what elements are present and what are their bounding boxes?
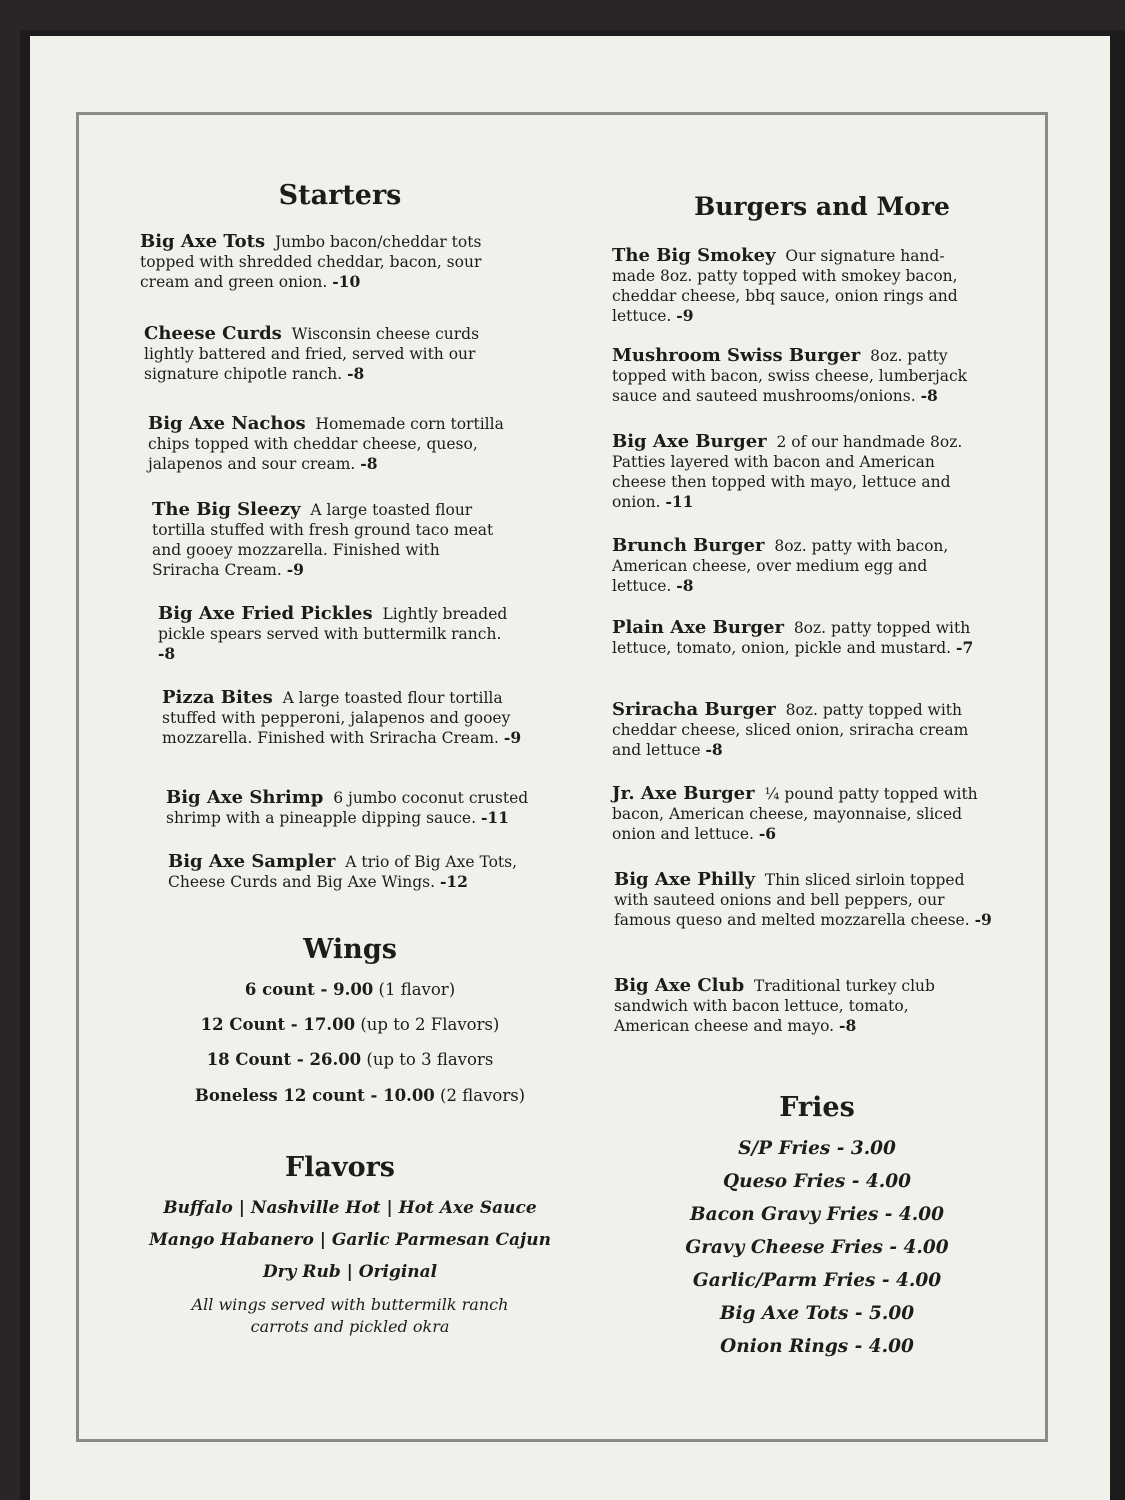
fries-item: Garlic/Parm Fries - 4.00 — [692, 1270, 942, 1291]
item-price: -8 — [839, 1016, 857, 1035]
item-name: Big Axe Shrimp — [166, 787, 324, 808]
flavors-title: Flavors — [284, 1152, 396, 1183]
item-name: Big Axe Sampler — [168, 851, 336, 872]
wing-label: 6 count - 9.00 — [244, 980, 374, 999]
item-name: Big Axe Nachos — [148, 413, 306, 434]
starters-title: Starters — [278, 180, 402, 211]
item-price: -10 — [332, 272, 361, 291]
item-name: Big Axe Burger — [612, 431, 767, 452]
item-desc: Jumbo bacon/cheddar tots topped with shredded cheddar, bacon, sour cream and green onion. — [140, 233, 482, 291]
item-desc: A large toasted flour tortilla stuffed with pepperoni, jalapenos and gooey mozzarella. Finished with Sriracha Cream. — [162, 689, 511, 747]
flavor-list-line: Dry Rub | Original — [262, 1262, 438, 1282]
item-name: The Big Sleezy — [152, 499, 301, 520]
starter-item — [152, 500, 512, 580]
fries-item: Onion Rings - 4.00 — [720, 1336, 914, 1357]
item-desc: Our signature hand-made 8oz. patty topped with smokey bacon, cheddar cheese, bbq sauce, onion rings and lettuce. — [612, 247, 958, 325]
burger-item — [612, 784, 982, 844]
item-desc: Thin sliced sirloin topped with sauteed onions and bell peppers, our famous queso and melted mozzarella cheese. — [614, 871, 970, 929]
flavor-list-line: Buffalo | Nashville Hot | Hot Axe Sauce — [163, 1198, 537, 1218]
fries-item: Queso Fries - 4.00 — [723, 1171, 911, 1192]
item-name: Big Axe Club — [614, 975, 745, 996]
item-desc: 8oz. patty topped with lettuce, tomato, onion, pickle and mustard. — [612, 619, 971, 657]
item-desc: Wisconsin cheese curds lightly battered and fried, served with our signature chipotle ranch. — [144, 325, 480, 383]
burger-item — [614, 870, 994, 930]
wings-title: Wings — [303, 934, 397, 965]
item-desc: A trio of Big Axe Tots, Cheese Curds and Big Axe Wings. — [168, 853, 518, 891]
item-price: -11 — [665, 492, 694, 511]
wings-note-line: carrots and pickled okra — [250, 1317, 450, 1336]
wing-option — [140, 1050, 560, 1069]
item-price: -8 — [360, 454, 378, 473]
item-desc: 8oz. patty with bacon, American cheese, over medium egg and lettuce. — [612, 537, 949, 595]
starter-item — [166, 788, 536, 828]
item-desc: Traditional turkey club sandwich with bacon lettuce, tomato, American cheese and mayo. — [614, 977, 935, 1035]
item-price: -9 — [503, 728, 522, 747]
wing-label: Boneless 12 count - 10.00 — [194, 1086, 435, 1105]
starter-item — [144, 324, 514, 384]
item-price: -7 — [956, 638, 974, 657]
item-price: -11 — [480, 808, 509, 827]
item-name: Plain Axe Burger — [612, 617, 784, 638]
item-price: -6 — [758, 824, 777, 843]
wing-option — [140, 1086, 580, 1105]
fries-item: Bacon Gravy Fries - 4.00 — [690, 1204, 944, 1225]
item-name: Big Axe Philly — [614, 869, 755, 890]
wing-option — [140, 1015, 560, 1034]
item-desc: 6 jumbo coconut crusted shrimp with a pineapple dipping sauce. — [166, 789, 529, 827]
starter-item — [162, 688, 522, 748]
wing-note: (1 flavor) — [378, 980, 456, 999]
item-price: -9 — [286, 560, 304, 579]
item-name: Brunch Burger — [612, 535, 765, 556]
burger-item — [614, 976, 974, 1036]
item-name: Mushroom Swiss Burger — [612, 345, 861, 366]
item-price: -8 — [705, 740, 723, 759]
burger-item — [612, 246, 987, 326]
wing-note: (up to 2 Flavors) — [360, 1015, 500, 1034]
item-price: -8 — [920, 386, 938, 405]
starter-item — [168, 852, 528, 892]
wing-label: 18 Count - 26.00 — [206, 1050, 362, 1069]
starter-item — [158, 604, 518, 664]
starter-item — [140, 232, 520, 292]
burger-item — [612, 432, 982, 512]
fries-item: S/P Fries - 3.00 — [738, 1138, 896, 1159]
wing-label: 12 Count - 17.00 — [200, 1015, 356, 1034]
wing-note: (2 flavors) — [440, 1086, 526, 1105]
item-price: -12 — [439, 872, 468, 891]
item-price: -8 — [347, 364, 365, 383]
item-name: Big Axe Tots — [140, 231, 266, 252]
burger-item — [612, 536, 982, 596]
item-name: Pizza Bites — [162, 687, 273, 708]
item-name: Jr. Axe Burger — [612, 783, 755, 804]
item-name: Sriracha Burger — [612, 699, 776, 720]
item-name: Cheese Curds — [144, 323, 282, 344]
item-desc: Lightly breaded pickle spears served with buttermilk ranch. — [158, 605, 508, 643]
item-price: -9 — [974, 910, 992, 929]
wings-note-line: All wings served with buttermilk ranch — [191, 1295, 509, 1314]
fries-item: Gravy Cheese Fries - 4.00 — [685, 1237, 949, 1258]
wing-note: (up to 3 flavors — [366, 1050, 494, 1069]
item-price: -8 — [676, 576, 694, 595]
flavor-list-line: Mango Habanero | Garlic Parmesan Cajun — [149, 1230, 551, 1250]
item-desc: A large toasted flour tortilla stuffed with fresh ground taco meat and gooey mozzarella. Finished with Sriracha Cream. — [152, 501, 494, 579]
item-desc: ¼ pound patty topped with bacon, American cheese, mayonnaise, sliced onion and lettuce. — [612, 785, 978, 843]
fries-item: Big Axe Tots - 5.00 — [719, 1303, 915, 1324]
item-desc: Homemade corn tortilla chips topped with cheddar cheese, queso, jalapenos and sour cream. — [148, 415, 504, 473]
fries-title: Fries — [779, 1092, 855, 1123]
item-desc: 8oz. patty topped with cheddar cheese, sliced onion, sriracha cream and lettuce — [612, 701, 969, 759]
burgers-title: Burgers and More — [694, 192, 950, 221]
burger-item — [612, 346, 987, 406]
item-desc: 2 of our handmade 8oz. Patties layered with bacon and American cheese then topped with mayo, lettuce and onion. — [612, 433, 963, 511]
item-price: -9 — [676, 306, 694, 325]
item-name: The Big Smokey — [612, 245, 776, 266]
starter-item — [148, 414, 518, 474]
burger-item — [612, 700, 992, 760]
item-price: -8 — [158, 644, 176, 663]
burger-item — [612, 618, 982, 658]
item-desc: 8oz. patty topped with bacon, swiss cheese, lumberjack sauce and sauteed mushrooms/onions. — [612, 347, 968, 405]
item-name: Big Axe Fried Pickles — [158, 603, 373, 624]
wing-option — [140, 980, 560, 999]
